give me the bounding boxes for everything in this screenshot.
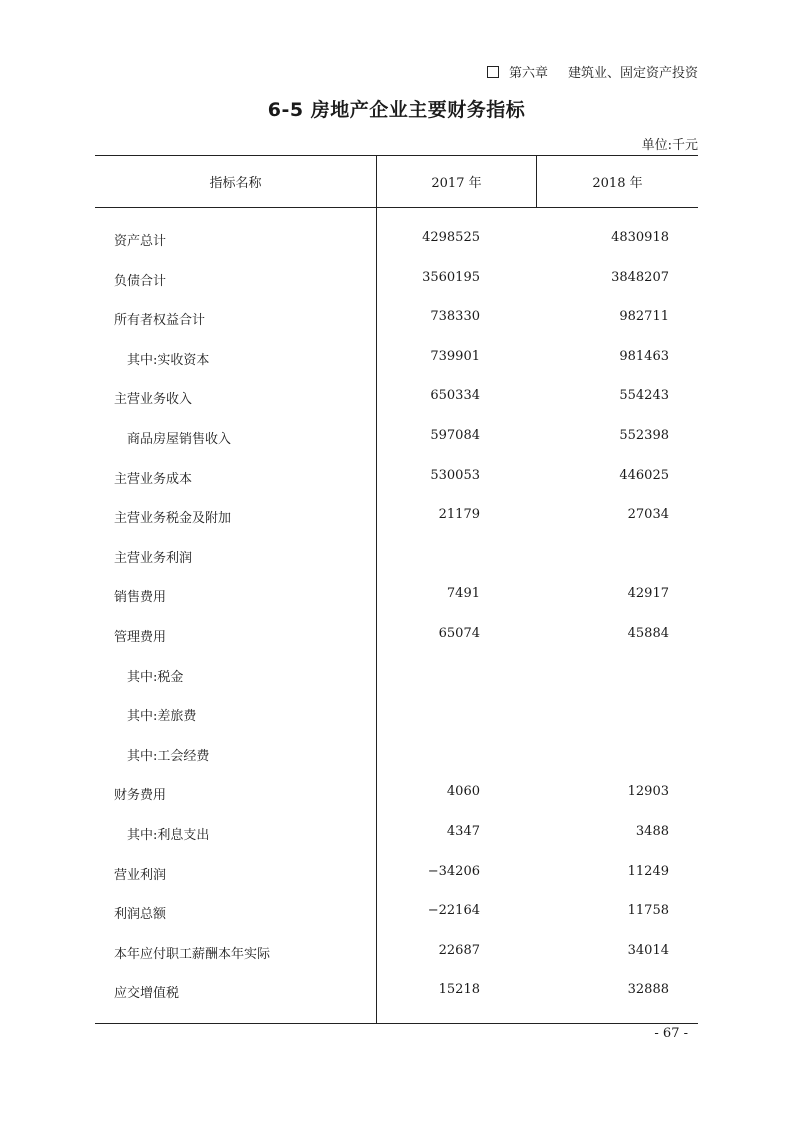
row-name: 利润总额 (114, 907, 167, 923)
value-2017: 22687 (438, 942, 480, 958)
table-row (95, 774, 698, 814)
square-icon (487, 66, 499, 78)
row-name: 其中:工会经费 (127, 748, 210, 764)
value-2018: 32888 (627, 982, 669, 998)
value-2017: 4060 (446, 784, 480, 800)
row-name: 商品房屋销售收入 (127, 431, 232, 447)
value-2017: 15218 (438, 982, 480, 998)
table-row (95, 893, 698, 933)
row-name: 资产总计 (114, 234, 167, 249)
financial-table (95, 155, 698, 1024)
table-row (95, 497, 698, 537)
row-name: 财务费用 (114, 788, 167, 804)
table-row (95, 260, 698, 300)
value-2017: 7491 (446, 586, 480, 602)
column-header-indicator: 指标名称 (209, 175, 262, 191)
row-name: 管理费用 (114, 629, 167, 645)
value-2017: −22164 (427, 903, 480, 919)
row-name: 主营业务利润 (114, 550, 193, 566)
value-2018: 4830918 (611, 230, 669, 245)
value-2017: 4347 (446, 823, 480, 839)
value-2018: 554243 (619, 388, 669, 404)
value-2017: 650334 (430, 388, 480, 404)
table-row (95, 339, 698, 379)
table-row (95, 418, 698, 458)
value-2018: 981463 (619, 348, 669, 364)
value-2018: 982711 (619, 309, 669, 325)
value-2017: −34206 (427, 863, 480, 879)
table-row (95, 576, 698, 616)
table-row (95, 458, 698, 498)
chapter-header (487, 62, 698, 81)
table-body (95, 220, 698, 1012)
row-name: 主营业务收入 (114, 392, 193, 408)
column-header-2018: 2018 年 (592, 175, 643, 191)
value-2018: 45884 (627, 625, 669, 641)
row-name: 营业利润 (114, 867, 167, 883)
value-2017: 597084 (430, 427, 480, 443)
value-2018: 27034 (627, 507, 669, 523)
page-title: 6-5 房地产企业主要财务指标 (267, 99, 526, 121)
value-2017: 739901 (430, 348, 480, 364)
value-2018: 34014 (627, 942, 669, 958)
table-row (95, 299, 698, 339)
value-2018: 11249 (627, 863, 669, 879)
table-header-rule (95, 207, 698, 208)
table-row (95, 656, 698, 696)
row-name: 销售费用 (114, 590, 167, 606)
table-row (95, 735, 698, 775)
unit-label: 单位:千元 (641, 138, 698, 153)
section-label: 建筑业、固定资产投资 (567, 66, 698, 81)
value-2018: 446025 (619, 467, 669, 483)
row-name: 主营业务税金及附加 (114, 511, 232, 527)
table-row (95, 814, 698, 854)
table-row (95, 854, 698, 894)
value-2018: 552398 (619, 427, 669, 443)
row-name: 负债合计 (114, 273, 167, 289)
row-name: 其中:差旅费 (127, 709, 197, 725)
row-name: 其中:利息支出 (127, 827, 210, 843)
table-row (95, 695, 698, 735)
row-name: 本年应付职工薪酬本年实际 (114, 946, 271, 962)
table-row (95, 616, 698, 656)
table-row (95, 972, 698, 1012)
chapter-label: 第六章 (508, 66, 548, 81)
value-2018: 3848207 (611, 269, 669, 285)
row-name: 其中:税金 (127, 669, 184, 685)
row-name: 所有者权益合计 (114, 313, 206, 329)
table-row (95, 933, 698, 973)
row-name: 其中:实收资本 (127, 352, 210, 368)
value-2017: 738330 (430, 309, 480, 325)
value-2018: 12903 (627, 784, 669, 800)
table-row (95, 220, 698, 260)
table-row (95, 378, 698, 418)
row-name: 主营业务成本 (114, 471, 193, 487)
value-2018: 42917 (627, 586, 669, 602)
table-row (95, 537, 698, 577)
value-2017: 530053 (430, 467, 480, 483)
value-2017: 65074 (438, 625, 480, 641)
value-2018: 11758 (627, 903, 669, 919)
table-bottom-rule (95, 1023, 698, 1024)
value-2017: 21179 (438, 507, 480, 523)
page-number: - 67 - (654, 1026, 688, 1041)
row-name: 应交增值税 (114, 986, 180, 1002)
column-header-2017: 2017 年 (431, 175, 482, 191)
value-2017: 3560195 (422, 269, 480, 285)
value-2018: 3488 (635, 823, 669, 839)
value-2017: 4298525 (422, 230, 480, 245)
